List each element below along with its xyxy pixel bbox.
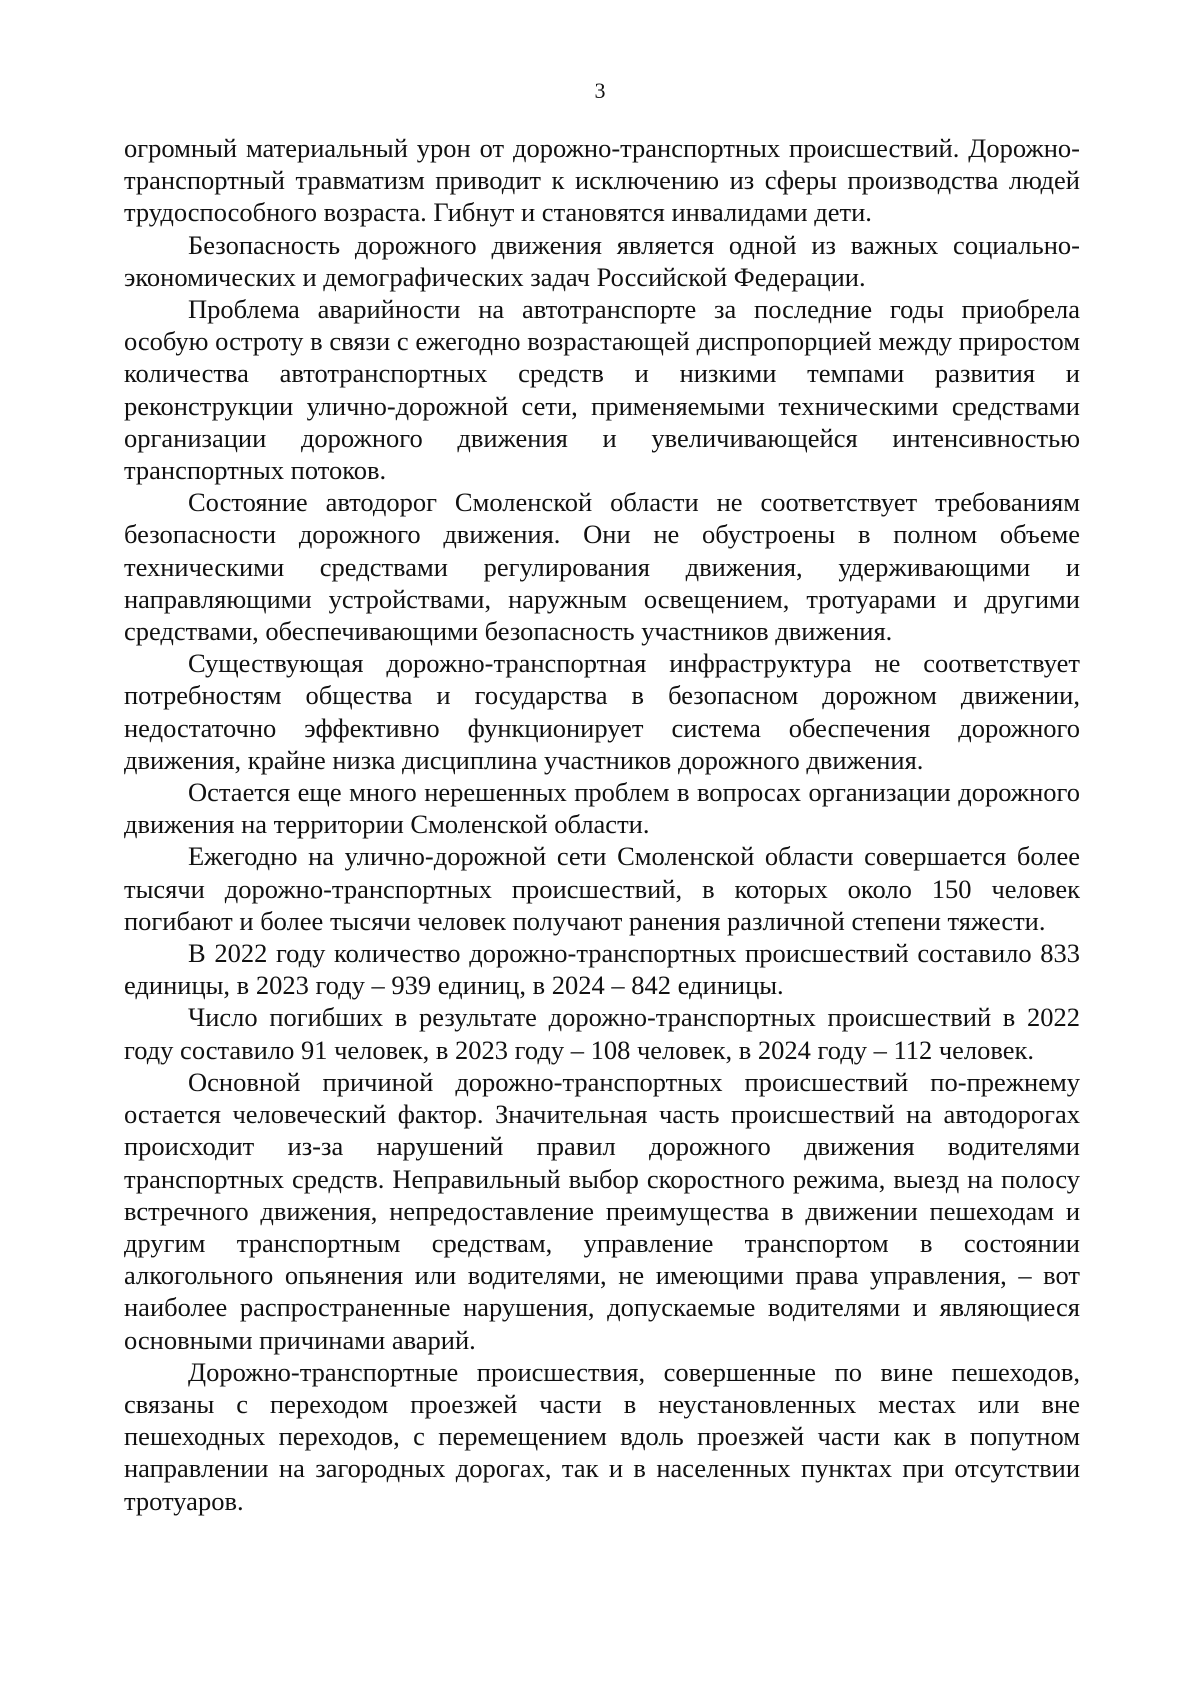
- paragraph-continuation: огромный материальный урон от дорожно-транспортных происшествий. Дорожно-транспортный травматизм приводит к исключению из сферы производства людей трудоспособного возраста. Гибнут и становятся инвалидами дети.: [124, 133, 1080, 228]
- paragraph-annual-accidents: Ежегодно на улично-дорожной сети Смоленской области совершается более тысячи дорожно-транспортных происшествий, в которых около 150 человек погибают и более тысячи человек получают ранения различной степени тяжести.: [124, 841, 1080, 936]
- paragraph-road-condition: Состояние автодорог Смоленской области не соответствует требованиям безопасности дорожного движения. Они не обустроены в полном объеме техническими средствами регулирования движения, удерживающими и направляющими устройствами, наружным освещением, тротуарами и другими средствами, обеспечивающими безопасность участников движения.: [124, 487, 1080, 647]
- page-number: 3: [594, 78, 606, 103]
- paragraph-accident-problem: Проблема аварийности на автотранспорте за последние годы приобрела особую остроту в связи с ежегодно возрастающей диспропорцией между приростом количества автотранспортных средств и низкими темпами развития и реконструкции улично-дорожной сети, применяемыми техническими средствами организации дорожного движения и увеличивающейся интенсивностью транспортных потоков.: [124, 294, 1080, 486]
- paragraph-accident-counts: В 2022 году количество дорожно-транспортных происшествий составило 833 единицы, в 2023 году – 939 единиц, в 2024 – 842 единицы.: [124, 938, 1080, 1001]
- paragraph-human-factor: Основной причиной дорожно-транспортных происшествий по-прежнему остается человеческий фактор. Значительная часть происшествий на автодорогах происходит из-за нарушений правил дорожного движения водителями транспортных средств. Неправильный выбор скоростного режима, выезд на полосу встречного движения, непредоставление преимущества в движении пешеходам и другим транспортным средствам, управление транспортом в состоянии алкогольного опьянения или водителями, не имеющими права управления, – вот наиболее распространенные нарушения, допускаемые водителями и являющиеся основными причинами аварий.: [124, 1066, 1080, 1355]
- paragraph-unsolved-problems: Остается еще много нерешенных проблем в вопросах организации дорожного движения на территории Смоленской области.: [124, 777, 1080, 840]
- paragraph-infrastructure: Существующая дорожно-транспортная инфраструктура не соответствует потребностям общества и государства в безопасном дорожном движении, недостаточно эффективно функционирует система обеспечения дорожного движения, крайне низка дисциплина участников дорожного движения.: [124, 648, 1080, 775]
- paragraph-pedestrian-accidents: Дорожно-транспортные происшествия, совершенные по вине пешеходов, связаны с переходом проезжей части в неустановленных местах или вне пешеходных переходов, с перемещением вдоль проезжей части как в попутном направлении на загородных дорогах, так и в населенных пунктах при отсутствии тротуаров.: [124, 1356, 1080, 1516]
- paragraph-road-safety-importance: Безопасность дорожного движения является одной из важных социально-экономических и демографических задач Российской Федерации.: [124, 229, 1080, 292]
- paragraph-fatality-counts: Число погибших в результате дорожно-транспортных происшествий в 2022 году составило 91 человек, в 2023 году – 108 человек, в 2024 году – 112 человек.: [124, 1002, 1080, 1065]
- document-body: [124, 132, 1080, 1517]
